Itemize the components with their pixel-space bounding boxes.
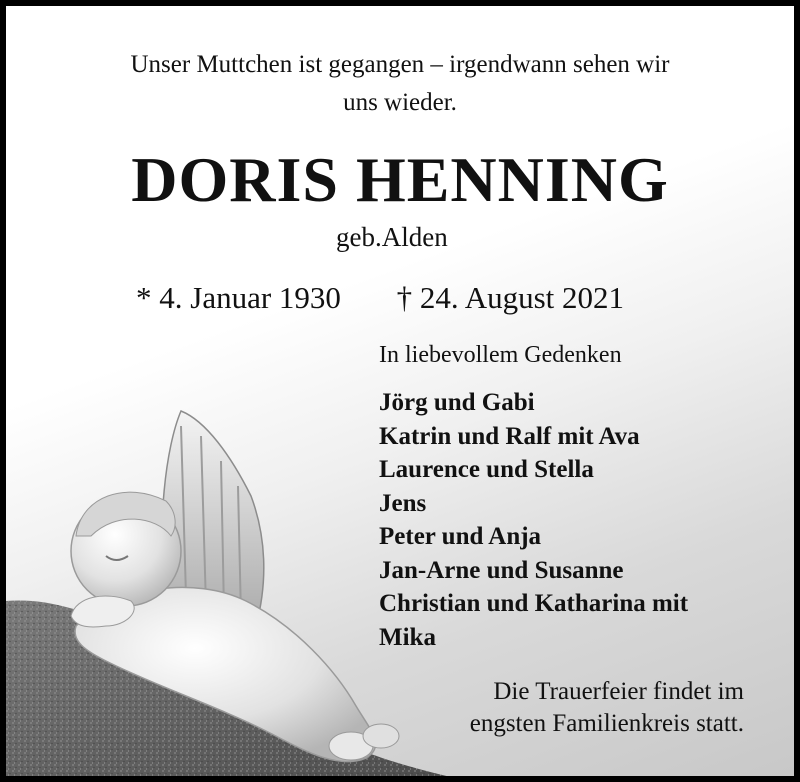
death-symbol: † bbox=[396, 280, 413, 315]
motto bbox=[6, 46, 794, 122]
mourners-list bbox=[379, 386, 688, 654]
mourner-entry: Jörg und Gabi bbox=[379, 389, 535, 416]
mourner-entry: Jan-Arne und Susanne bbox=[379, 556, 624, 584]
birth-symbol: * bbox=[136, 280, 152, 315]
mourner-entry: Jens bbox=[379, 489, 427, 517]
mourner-entry: Katrin und Ralf mit Ava bbox=[379, 422, 640, 450]
funeral-line-2: engsten Familienkreis statt. bbox=[469, 710, 744, 737]
mourner-entry: Mika bbox=[379, 623, 436, 651]
life-dates bbox=[136, 280, 624, 316]
death-date: 24. August 2021 bbox=[419, 280, 625, 315]
funeral-line-1: Die Trauerfeier findet im bbox=[493, 678, 744, 705]
deceased-name: DORIS HENNING bbox=[131, 144, 669, 215]
birth-date: 4. Januar 1930 bbox=[159, 280, 341, 315]
mourner-entry: Laurence und Stella bbox=[379, 456, 594, 483]
birth-name: geb.Alden bbox=[336, 222, 448, 252]
mourner-entry: Peter und Anja bbox=[379, 523, 542, 550]
funeral-notice bbox=[470, 676, 744, 740]
motto-line-2: uns wieder. bbox=[343, 89, 457, 116]
memory-line: In liebevollem Gedenken bbox=[379, 342, 622, 368]
motto-line-1: Unser Muttchen ist gegangen – irgendwann sehen wir bbox=[130, 51, 670, 78]
mourner-entry: Christian und Katharina mit bbox=[379, 590, 689, 617]
